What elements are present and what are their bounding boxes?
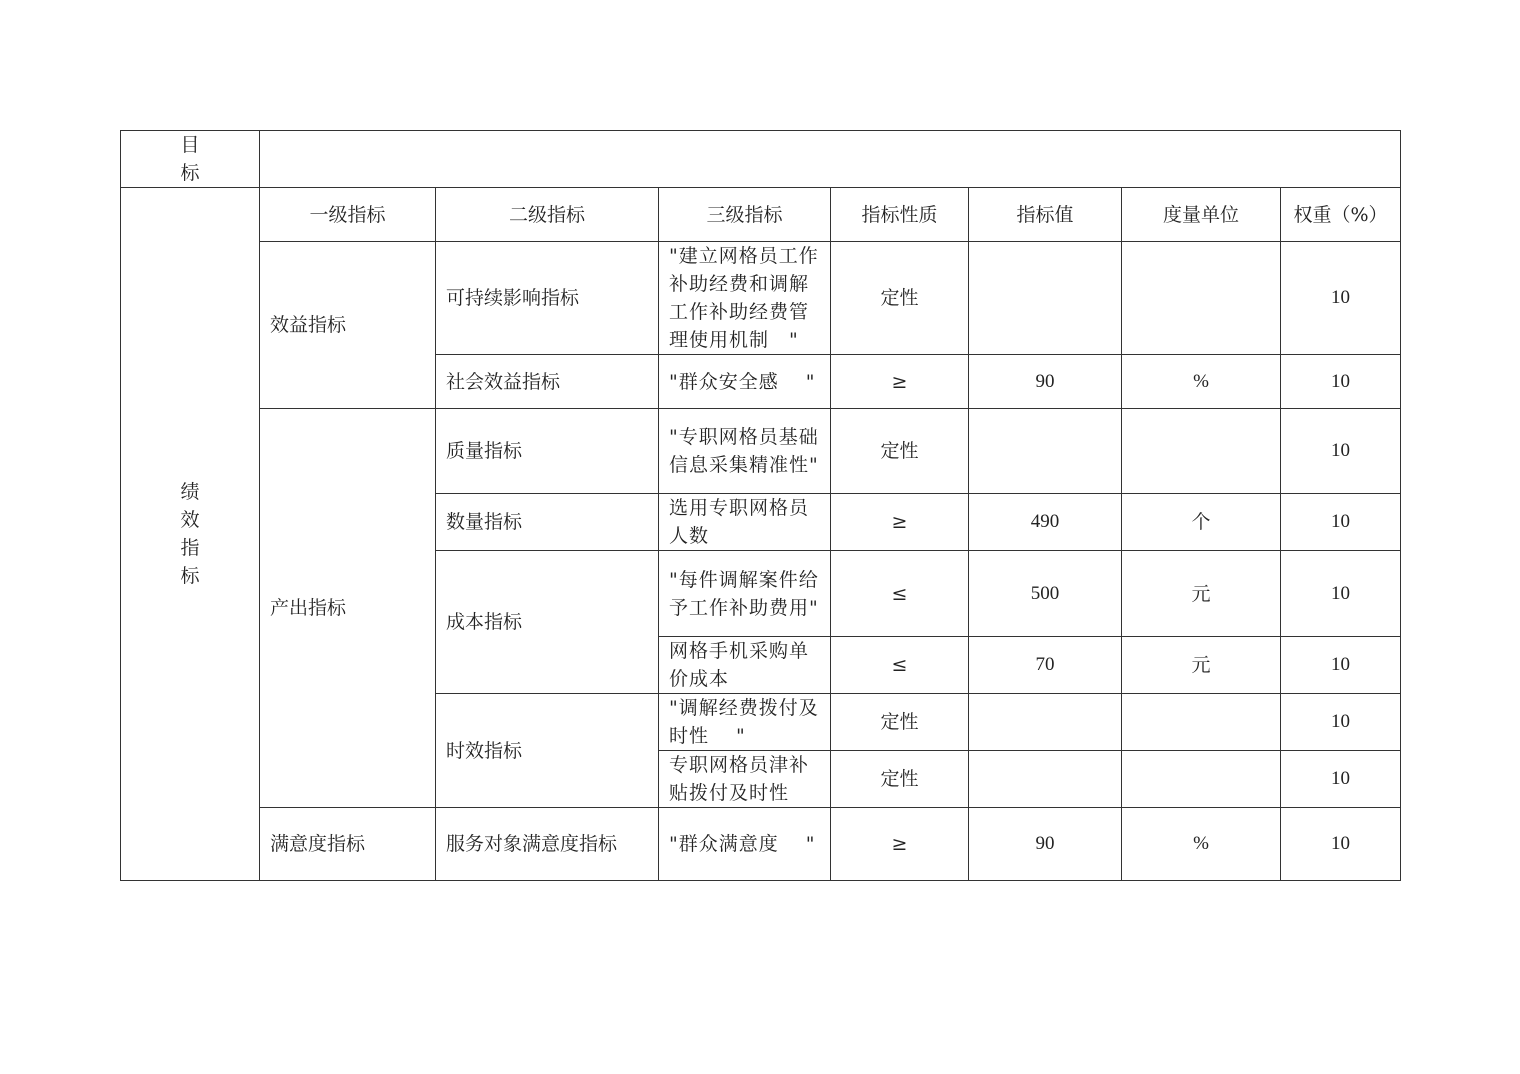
nature-cell: ≥ [831,355,969,409]
header-nature: 指标性质 [831,188,969,242]
performance-table [120,130,1401,881]
weight-cell: 10 [1281,808,1401,881]
subgroup-service: 服务对象满意度指标 [436,808,659,881]
weight-cell: 10 [1281,751,1401,808]
unit-cell [1122,409,1281,494]
table-row [121,409,1401,494]
level3-cell: "专职网格员基础信息采集精准性" [659,409,831,494]
table-row [121,242,1401,355]
value-cell: 90 [969,808,1122,881]
unit-cell: % [1122,355,1281,409]
value-cell [969,409,1122,494]
value-cell: 90 [969,355,1122,409]
unit-cell: 个 [1122,494,1281,551]
value-cell [969,694,1122,751]
subgroup-sustain: 可持续影响指标 [436,242,659,355]
header-value: 指标值 [969,188,1122,242]
performance-label: 绩效指标 [180,481,200,587]
weight-cell: 10 [1281,409,1401,494]
level3-cell: "群众满意度 " [659,808,831,881]
level3-cell: 网格手机采购单价成本 [659,637,831,694]
unit-cell: 元 [1122,551,1281,637]
weight-cell: 10 [1281,637,1401,694]
header-weight: 权重（%） [1281,188,1401,242]
header-level1: 一级指标 [260,188,436,242]
unit-cell: % [1122,808,1281,881]
header-unit: 度量单位 [1122,188,1281,242]
weight-cell: 10 [1281,242,1401,355]
nature-cell: ≥ [831,494,969,551]
goal-row [121,131,1401,188]
goal-label-cell [121,131,260,188]
level3-cell: 专职网格员津补贴拨付及时性 [659,751,831,808]
nature-cell: 定性 [831,409,969,494]
header-row [121,188,1401,242]
subgroup-social: 社会效益指标 [436,355,659,409]
value-cell: 70 [969,637,1122,694]
unit-cell [1122,751,1281,808]
value-cell [969,751,1122,808]
weight-cell: 10 [1281,494,1401,551]
unit-cell [1122,242,1281,355]
nature-cell: 定性 [831,242,969,355]
level3-cell: "每件调解案件给予工作补助费用" [659,551,831,637]
group-benefit: 效益指标 [260,242,436,409]
value-cell: 490 [969,494,1122,551]
nature-cell: ≤ [831,637,969,694]
group-satisfaction: 满意度指标 [260,808,436,881]
goal-value-cell [260,131,1401,188]
header-level2: 二级指标 [436,188,659,242]
subgroup-quantity: 数量指标 [436,494,659,551]
value-cell [969,242,1122,355]
subgroup-quality: 质量指标 [436,409,659,494]
nature-cell: ≤ [831,551,969,637]
nature-cell: 定性 [831,694,969,751]
weight-cell: 10 [1281,551,1401,637]
level3-cell: "调解经费拨付及时性 " [659,694,831,751]
unit-cell [1122,694,1281,751]
level3-cell: "群众安全感 " [659,355,831,409]
weight-cell: 10 [1281,694,1401,751]
performance-label-cell [121,188,260,881]
nature-cell: 定性 [831,751,969,808]
unit-cell: 元 [1122,637,1281,694]
table-row [121,808,1401,881]
subgroup-timeliness: 时效指标 [436,694,659,808]
group-output: 产出指标 [260,409,436,808]
level3-cell: 选用专职网格员人数 [659,494,831,551]
nature-cell: ≥ [831,808,969,881]
header-level3: 三级指标 [659,188,831,242]
subgroup-cost: 成本指标 [436,551,659,694]
goal-label: 目标 [180,134,200,184]
level3-cell: "建立网格员工作补助经费和调解工作补助经费管理使用机制 " [659,242,831,355]
value-cell: 500 [969,551,1122,637]
weight-cell: 10 [1281,355,1401,409]
